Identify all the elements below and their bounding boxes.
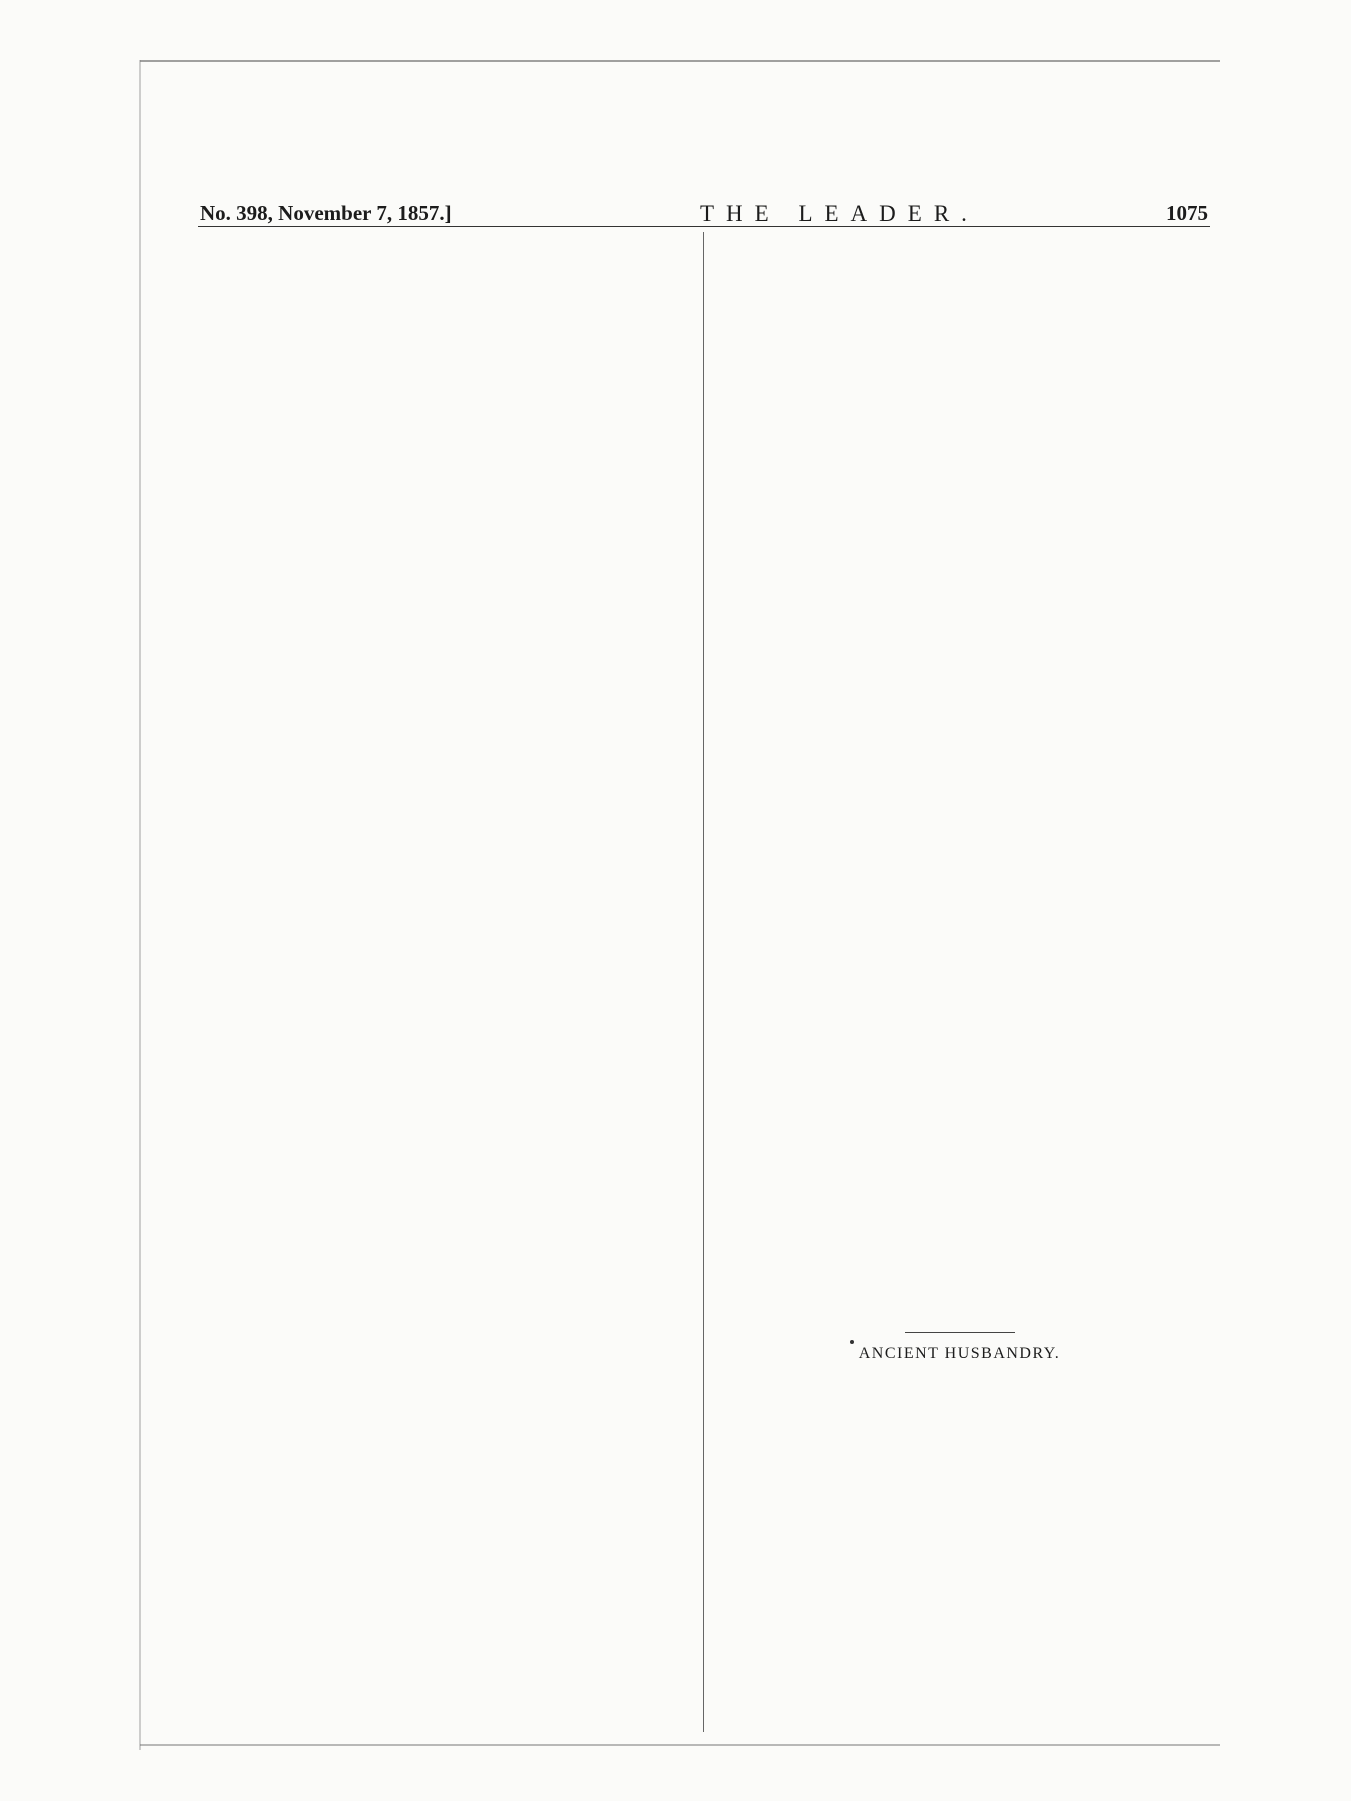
page-bottom-edge	[140, 1744, 1220, 1746]
masthead-rule	[198, 226, 1210, 227]
page-left-edge	[139, 60, 141, 1750]
section-rule	[905, 1332, 1015, 1333]
section-heading-ancient-husbandry: ANCIENT HUSBANDRY.	[858, 1345, 1061, 1362]
column-divider	[703, 232, 704, 1732]
issue-line: No. 398, November 7, 1857.]	[200, 201, 452, 225]
newspaper-title: THE LEADER.	[700, 201, 979, 226]
page-top-edge	[140, 60, 1220, 62]
page-number: 1075	[1166, 201, 1208, 225]
printers-mark	[850, 1340, 854, 1344]
